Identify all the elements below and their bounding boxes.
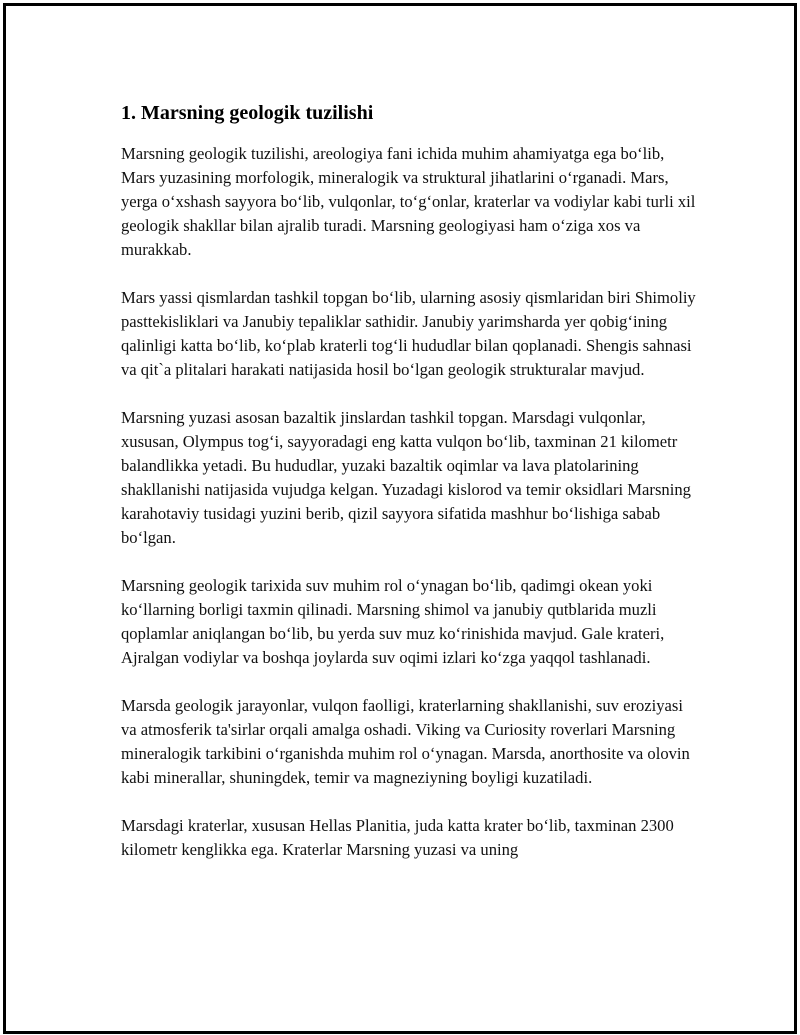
paragraph-2: Mars yassi qismlardan tashkil topgan bo‘lib, ularning asosiy qismlaridan biri Shimoliy pasttekisliklari va Janubiy tepaliklar sathidir. Janubiy yarimsharda yer qobig‘ining qalinligi katta bo‘lib, ko‘plab kraterli tog‘li hududlar bilan qoplanadi. Shengis sahnasi va qit`a plitalari harakati natijasida hosil bo‘lgan geologik strukturalar mavjud. bbox=[121, 288, 696, 379]
paragraph-5: Marsda geologik jarayonlar, vulqon faolligi, kraterlarning shakllanishi, suv eroziyasi va atmosferik ta'sirlar orqali amalga oshadi. Viking va Curiosity roverlari Marsning mineralogik tarkibini o‘rganishda muhim rol o‘ynagan. Marsda, anorthosite va olovin kabi minerallar, shuningdek, temir va magneziyning boyligi kuzatiladi. bbox=[121, 696, 690, 787]
paragraph-3: Marsning yuzasi asosan bazaltik jinslardan tashkil topgan. Marsdagi vulqonlar, xususan, Olympus tog‘i, sayyoradagi eng katta vulqon bo‘lib, taxminan 21 kilometr balandlikka yetadi. Bu hududlar, yuzaki bazaltik oqimlar va lava platolarining shakllanishi natijasida vujudga kelgan. Yuzadagi kislorod va temir oksidlari Marsning karahotaviy tusidagi yuzini berib, qizil sayyora sifatida mashhur bo‘lishiga sabab bo‘lgan. bbox=[121, 408, 691, 547]
page-title: 1. Marsning geologik tuzilishi bbox=[121, 102, 374, 124]
document-body bbox=[121, 99, 701, 886]
paragraph-4: Marsning geologik tarixida suv muhim rol o‘ynagan bo‘lib, qadimgi okean yoki ko‘llarning borligi taxmin qilinadi. Marsning shimol va janubiy qutblarida muzli qoplamlar aniqlangan bo‘lib, bu yerda suv muz ko‘rinishida mavjud. Gale krateri, Ajralgan vodiylar va boshqa joylarda suv oqimi izlari ko‘zga yaqqol tashlanadi. bbox=[121, 576, 665, 667]
paragraph-1: Marsning geologik tuzilishi, areologiya fani ichida muhim ahamiyatga ega bo‘lib, Mars yuzasining morfologik, mineralogik va struktural jihatlarini o‘rganadi. Mars, yerga o‘xshash sayyora bo‘lib, vulqonlar, to‘g‘onlar, kraterlar va vodiylar kabi turli xil geologik shakllar bilan ajralib turadi. Marsning geologiyasi ham o‘ziga xos va murakkab. bbox=[121, 144, 696, 259]
paragraph-6: Marsdagi kraterlar, xususan Hellas Planitia, juda katta krater bo‘lib, taxminan 2300 kilometr kenglikka ega. Kraterlar Marsning yuzasi va uning bbox=[121, 816, 674, 859]
page-border bbox=[3, 3, 797, 1034]
